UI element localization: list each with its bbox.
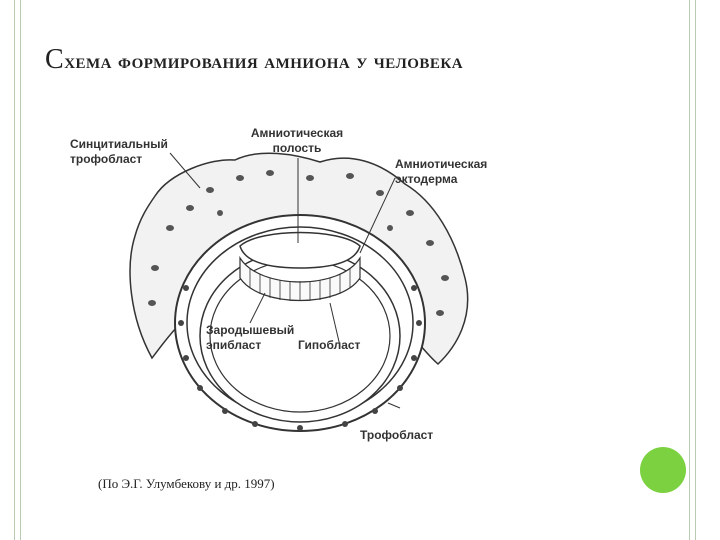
label-amniotic-ectoderm [395, 157, 515, 187]
frame-line-right-outer [695, 0, 696, 540]
amniotic-cavity [240, 233, 360, 269]
label-trophoblast: Трофобласт [360, 428, 434, 442]
label-amniotic-cavity-text: Амниотическая полость [250, 126, 344, 155]
label-epiblast-text: Зародышевый эпибласт [206, 323, 295, 352]
frame-line-left-outer [14, 0, 15, 540]
frame-line-right-inner [689, 0, 690, 540]
label-amniotic-ectoderm-text: Амниотическая эктодерма [395, 157, 488, 186]
green-circle-decoration [640, 447, 686, 493]
source-caption: (По Э.Г. Улумбекову и др. 1997) [98, 476, 275, 491]
slide-title [45, 40, 605, 81]
slide-title-rest: хема формирования амниона у человека [64, 48, 464, 73]
label-syncytial-text: Синцитиальный трофобласт [70, 137, 168, 166]
label-amniotic-cavity [237, 126, 357, 156]
frame-line-left-inner [20, 0, 21, 540]
slide-title-first-letter: С [45, 44, 65, 75]
label-syncytial-trophoblast [70, 137, 200, 167]
label-hypoblast: Гипобласт [298, 338, 361, 352]
